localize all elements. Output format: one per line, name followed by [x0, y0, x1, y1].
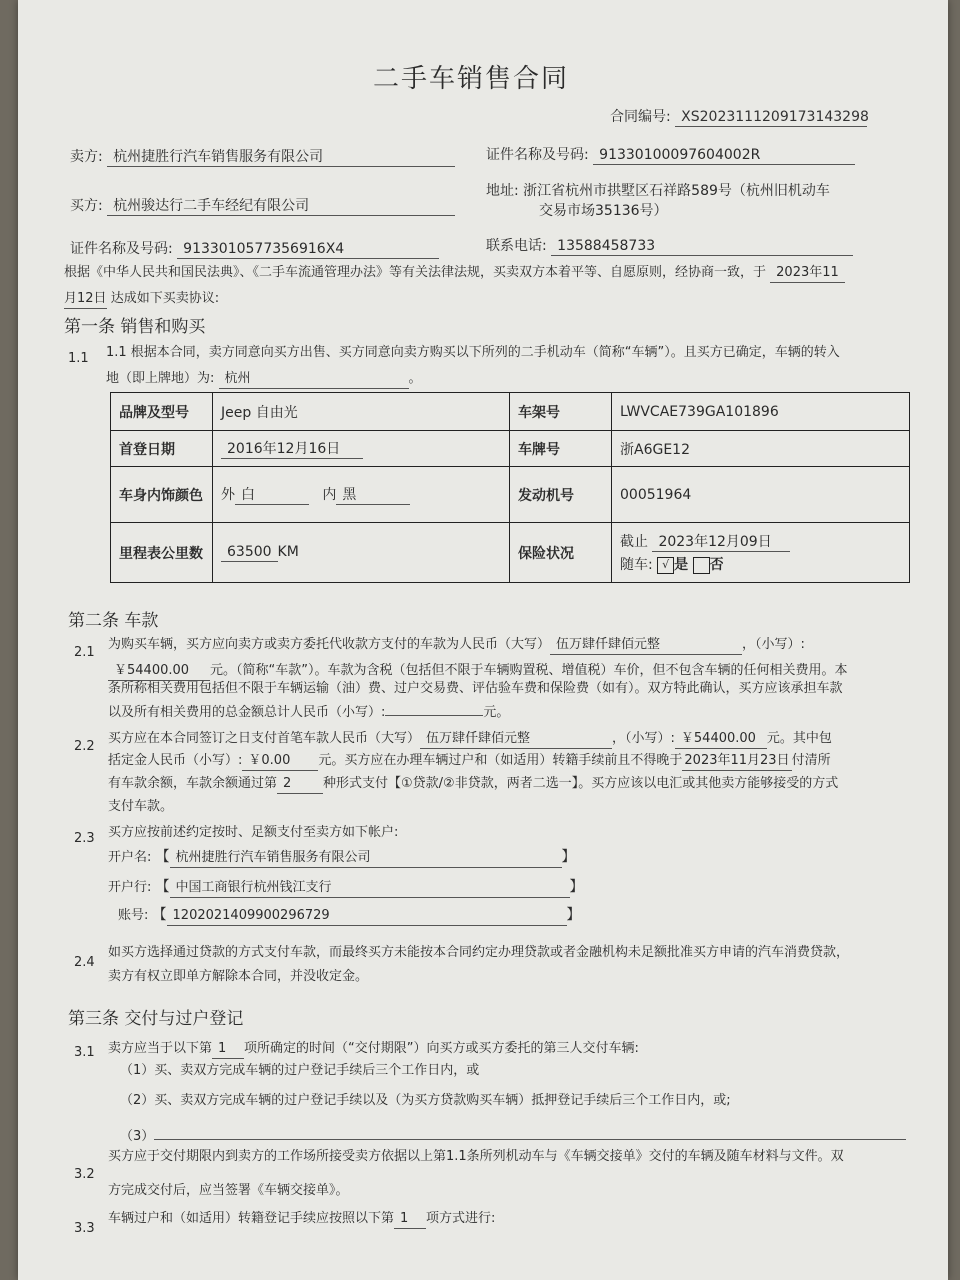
article-3-title: 第三条 交付与过户登记: [68, 1009, 244, 1029]
registration-date-cell: [213, 431, 510, 467]
vin-value: LWVCAE739GA101896: [612, 393, 910, 431]
clause-2-4-line-2: 卖方有权立即单方解除本合同，并没收定金。: [108, 969, 369, 984]
clause-2-1-line-3: 条所称相关费用包括但不限于车辆运输（油）费、过户交易费、评估验车费和保险费（如有）。双方特此确认，买方应该承担车款: [108, 681, 843, 696]
interior-label: 内: [322, 487, 337, 503]
clause-2-2-number: 2.2: [74, 739, 95, 754]
account-name-value: 杭州捷胜行汽车销售服务有限公司: [170, 849, 562, 868]
delivery-option-1: （1）买、卖双方完成车辆的过户登记手续后三个工作日内，或: [120, 1063, 480, 1078]
buyer-id-row: [70, 240, 439, 259]
insurance-until-label: 截止: [620, 534, 648, 550]
clause-2-1-number: 2.1: [74, 645, 95, 660]
clause-1-1-text: 1.1 根据本合同，卖方同意向买方出售、买方同意向卖方购买以下所列的二手机动车（简称“车辆”）。且买方已确定，车辆的转入: [106, 345, 840, 360]
account-bank-row: 开户行: 【 中国工商银行杭州钱江支行 】: [108, 878, 584, 898]
clause-3-2-line-2: 方完成交付后，应当签署《车辆交接单》。: [108, 1183, 349, 1198]
clause-2-1-text: 为购买车辆，买方应向卖方或卖方委托代收款方支付的车款为人民币（大写）: [108, 637, 551, 652]
delivery-option-3-blank: [154, 1122, 906, 1140]
seller-label: 卖方:: [70, 149, 103, 165]
clause-2-2-text-f: 付清所: [791, 753, 831, 768]
clause-2-4-number: 2.4: [74, 955, 95, 970]
account-bank-value: 中国工商银行杭州钱江支行: [170, 879, 570, 898]
article-2-title: 第二条 车款: [68, 611, 159, 631]
preamble-text: 根据《中华人民共和国民法典》、《二手车流通管理办法》等有关法律法规，买卖双方本着平等、自愿原则，经协商一致，于: [64, 265, 767, 280]
delivery-option-3: [120, 1122, 906, 1146]
account-bank-label: 开户行:: [108, 880, 152, 895]
contract-page: [18, 0, 948, 1280]
clause-2-2-text-b: ，（小写）:: [612, 731, 675, 746]
seller-value: 杭州捷胜行汽车销售服务有限公司: [107, 148, 455, 167]
mileage-value: 63500: [221, 544, 278, 562]
article-1-title: 第一条 销售和购买: [64, 317, 206, 337]
clause-2-2-line-2: [108, 752, 831, 771]
clause-2-2-text-d: 括定金人民币（小写）:: [108, 753, 243, 768]
clause-1-1-line-2: 地（即上牌地）为: 杭州 。: [106, 370, 422, 389]
clause-3-3-text-a: 车辆过户和（如适用）转籍登记手续应按照以下第: [108, 1211, 395, 1226]
exterior-label: 外: [221, 487, 235, 503]
preamble-text-2: 达成如下买卖协议:: [110, 291, 220, 306]
buyer-id-value: 9133010577356916X4: [177, 240, 439, 259]
exterior-color: 白: [235, 484, 309, 505]
clause-2-2-line-1: [108, 730, 832, 749]
phone-value: 13588458733: [551, 237, 853, 256]
first-payment-words: 伍万肆仟肆佰元整: [420, 730, 612, 749]
clause-2-1-text-c: 元。（简称“车款”）。车款为含税（包括但不限于车辆购置税、增值税）车价，但不包含车辆的任何相关费用。本: [210, 663, 848, 678]
account-number-value: 1202021409900296729: [167, 907, 567, 926]
account-name-row: 开户名: 【 杭州捷胜行汽车销售服务有限公司 】: [108, 848, 576, 868]
buyer-label: 买方:: [70, 198, 103, 214]
clause-1-1-number: 1.1: [68, 351, 89, 366]
seller-id-row: [486, 146, 855, 165]
engine-value: 00051964: [612, 467, 910, 523]
clause-2-1-line-1: [108, 636, 805, 655]
insurance-label: 保险状况: [510, 523, 612, 583]
yes-checkbox[interactable]: √: [657, 557, 674, 574]
clause-2-1-text-e: 以及所有相关费用的总金额总计人民币（小写）:: [108, 705, 386, 720]
first-payment-figures: ￥54400.00: [675, 730, 767, 749]
account-number-label: 账号:: [118, 908, 149, 923]
clause-3-3-text-b: 项方式进行:: [426, 1211, 496, 1226]
clause-2-2-text-g: 有车款余额，车款余额通过第: [108, 776, 278, 791]
preamble-date-2: 月12日: [64, 290, 107, 309]
clause-3-1-text-a: 卖方应当于以下第: [108, 1041, 213, 1056]
clause-2-3-number: 2.3: [74, 831, 95, 846]
phone-row: [486, 237, 853, 256]
delivery-option-2: （2）买、卖双方完成车辆的过户登记手续以及（为买方贷款购买车辆）抵押登记手续后三个工作日内，或;: [120, 1093, 731, 1108]
address-label: 地址:: [486, 183, 519, 199]
no-checkbox[interactable]: [693, 557, 710, 574]
brand-label: 品牌及型号: [111, 393, 213, 431]
preamble-date-1: 2023年11: [770, 264, 845, 283]
interior-color: 黑: [336, 484, 410, 505]
address-line-1: 浙江省杭州市拱墅区石祥路589号（杭州旧机动车: [523, 183, 830, 199]
address-row: [486, 182, 830, 200]
phone-label: 联系电话:: [486, 238, 547, 254]
seller-id-value: 91330100097604002R: [593, 146, 855, 165]
contract-number-label: 合同编号:: [610, 109, 671, 125]
no-label: 否: [709, 557, 724, 573]
destination-city: 杭州: [219, 370, 409, 389]
clause-3-2-number: 3.2: [74, 1167, 95, 1182]
clause-2-1-line-2: [108, 662, 847, 681]
clause-1-1-text-2: 地（即上牌地）为:: [106, 371, 215, 386]
plate-value: 浙A6GE12: [612, 431, 910, 467]
preamble-line-1: [64, 264, 845, 283]
insurance-until-value: 2023年12月09日: [652, 531, 790, 552]
clause-3-1-text-b: 项所确定的时间（“交付期限”）向买方或买方委托的第三人交付车辆:: [244, 1041, 639, 1056]
mileage-unit: KM: [277, 543, 299, 560]
plate-label: 车牌号: [510, 431, 612, 467]
clause-3-3-text: [108, 1210, 495, 1229]
registration-date-value: 2016年12月16日: [221, 438, 363, 459]
clause-3-2-line-1: 买方应于交付期限内到卖方的工作场所接受卖方依据以上第1.1条所列机动车与《车辆交接单》交付的车辆及随车材料与文件。双: [108, 1149, 844, 1164]
clause-2-2-text-c: 元。其中包: [766, 731, 832, 746]
clause-2-1-text-f: 元。: [483, 705, 510, 720]
clause-2-2-text: 买方应在本合同签订之日支付首笔车款人民币（大写）: [108, 731, 421, 746]
color-label: 车身内饰颜色: [111, 467, 213, 523]
account-number-row: 账号: 【 1202021409900296729 】: [118, 906, 581, 926]
clause-3-1-number: 3.1: [74, 1045, 95, 1060]
price-in-words: 伍万肆仟肆佰元整: [550, 636, 742, 655]
clause-3-3-number: 3.3: [74, 1221, 95, 1236]
clause-2-2-text-h: 种形式支付【①贷款/②非贷款，两者二选一】。买方应该以电汇或其他卖方能够接受的方式: [323, 776, 839, 791]
delivery-option-3-label: （3）: [120, 1129, 155, 1144]
payment-method: 2: [277, 775, 323, 794]
address-line-2: 交易市场35136号）: [539, 203, 668, 219]
vehicle-info-table: [110, 392, 910, 583]
engine-label: 发动机号: [510, 467, 612, 523]
price-in-figures: ￥54400.00: [108, 662, 210, 681]
mileage-label: 里程表公里数: [111, 523, 213, 583]
seller-row: [70, 148, 455, 167]
total-amount-blank: [385, 698, 483, 716]
insurance-cell: [612, 523, 910, 583]
clause-2-2-line-3: [108, 775, 838, 794]
preamble-line-2: [64, 290, 219, 309]
registration-date-label: 首登日期: [111, 431, 213, 467]
color-cell: [213, 467, 510, 523]
clause-2-1-line-4: [108, 698, 509, 722]
contract-number-value: XS2023111209173143298: [675, 108, 867, 127]
transfer-option: 1: [394, 1210, 426, 1229]
yes-label: 是: [674, 557, 689, 573]
vin-label: 车架号: [510, 393, 612, 431]
clause-3-1-text: [108, 1040, 639, 1059]
brand-value: Jeep 自由光: [213, 393, 510, 431]
contract-number: [610, 108, 867, 127]
buyer-value: 杭州骏达行二手车经纪有限公司: [107, 197, 455, 216]
seller-id-label: 证件名称及号码:: [486, 147, 589, 163]
balance-due-date: 2023年11月23日: [682, 752, 791, 771]
clause-2-3-text: 买方应按前述约定按时、足额支付至卖方如下帐户:: [108, 825, 399, 840]
mileage-cell: [213, 523, 510, 583]
delivery-option: 1: [212, 1040, 244, 1059]
deposit-amount: ￥0.00: [242, 752, 318, 771]
buyer-id-label: 证件名称及号码:: [70, 241, 173, 257]
account-name-label: 开户名:: [108, 850, 152, 865]
buyer-row: [70, 197, 455, 216]
clause-2-1-text-b: ，（小写）:: [742, 637, 805, 652]
page-title: 二手车销售合同: [373, 64, 570, 94]
with-car-label: 随车:: [620, 557, 653, 573]
clause-2-2-line-4: 支付车款。: [108, 799, 174, 814]
clause-2-2-text-e: 元。买方应在办理车辆过户和（如适用）转籍手续前且不得晚于: [318, 753, 683, 768]
clause-2-4-line-1: 如买方选择通过贷款的方式支付车款，而最终买方未能按本合同约定办理贷款或者金融机构未足额批准买方申请的汽车消费贷款，: [108, 945, 850, 960]
